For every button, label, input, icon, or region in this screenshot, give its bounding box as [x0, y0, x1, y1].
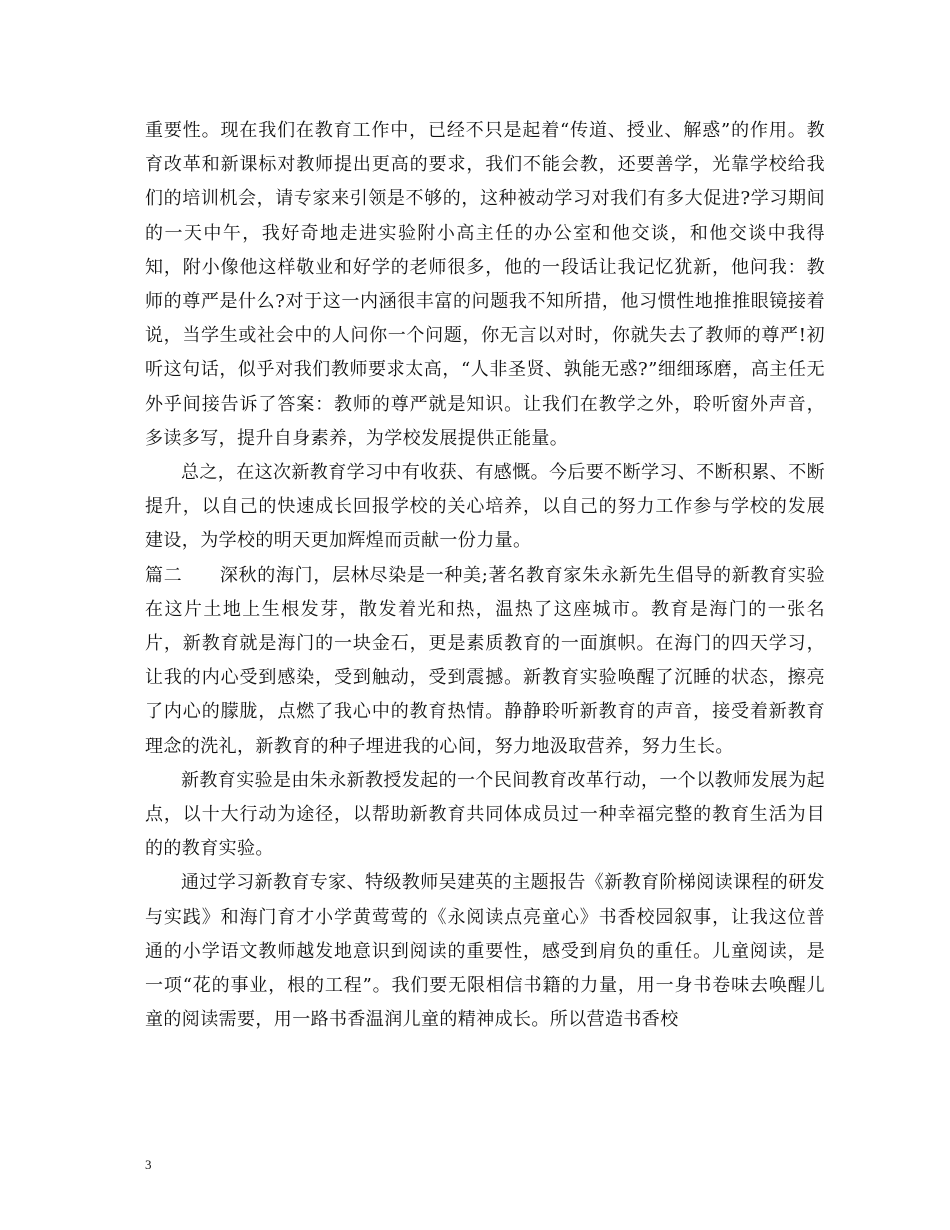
- paragraph-2: 总之，在这次新教育学习中有收获、有感慨。今后要不断学习、不断积累、不断提升，以自己的快速成长回报学校的关心培养，以自己的努力工作参与学校的发展建设，为学校的明天更加辉煌而贡献一份力量。: [145, 462, 825, 552]
- paragraph-1: 重要性。现在我们在教育工作中，已经不只是起着“传道、授业、解惑”的作用。教育改革和新课标对教师提出更高的要求，我们不能会教，还要善学，光靠学校给我们的培训机会，请专家来引领是不够的，这种被动学习对我们有多大促进?学习期间的一天中午，我好奇地走进实验附小高主任的办公室和他交谈，和他交谈中我得知，附小像他这样敬业和好学的老师很多，他的一段话让我记忆犹新，他问我：教师的尊严是什么?对于这一内涵很丰富的问题我不知所措，他习惯性地推推眼镜接着说，当学生或社会中的人问你一个问题，你无言以对时，你就失去了教师的尊严!初听这句话，似乎对我们教师要求太高，“人非圣贤、孰能无惑?”细细琢磨，高主任无外乎间接告诉了答案：教师的尊严就是知识。让我们在教学之外，聆听窗外声音，多读多写，提升自身素养，为学校发展提供正能量。: [145, 120, 825, 449]
- paragraph-5: 通过学习新教育专家、特级教师吴建英的主题报告《新教育阶梯阅读课程的研发与实践》和海门育才小学黄莺莺的《永阅读点亮童心》书香校园叙事，让我这位普通的小学语文教师越发地意识到阅读的重要性，感受到肩负的重任。儿童阅读，是一项“花的事业，根的工程”。我们要无限相信书籍的力量，用一身书卷味去唤醒儿童的阅读需要，用一路书香温润儿童的精神成长。所以营造书香校: [145, 872, 825, 1031]
- paragraph-4: 新教育实验是由朱永新教授发起的一个民间教育改革行动，一个以教师发展为起点，以十大行动为途径，以帮助新教育共同体成员过一种幸福完整的教育生活为目的的教育实验。: [145, 769, 825, 860]
- body-text: [145, 114, 825, 1037]
- page-number: 3: [145, 1157, 152, 1172]
- paragraph-3-section-two: 篇二 深秋的海门，层林尽染是一种美;著名教育家朱永新先生倡导的新教育实验在这片土地上生根发芽，散发着光和热，温热了这座城市。教育是海门的一张名片，新教育就是海门的一块金石，更是素质教育的一面旗帜。在海门的四天学习，让我的内心受到感染，受到触动，受到震撼。新教育实验唤醒了沉睡的状态，擦亮了内心的朦胧，点燃了我心中的教育热情。静静聆听新教育的声音，接受着新教育理念的洗礼，新教育的种子埋进我的心间，努力地汲取营养，努力生长。: [145, 564, 825, 757]
